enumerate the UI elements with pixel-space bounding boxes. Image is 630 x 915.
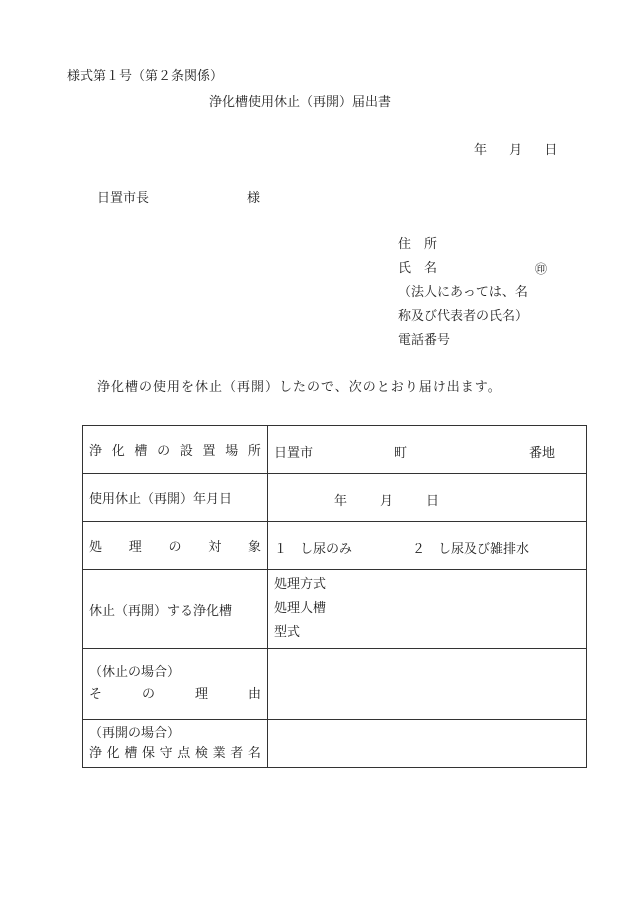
location-lot: 番地 [529,445,556,461]
corporate-note-2: 称及び代表者の氏名） [398,309,529,324]
date-day: 日 [544,143,558,158]
label-char: 名 [247,745,261,761]
row-location [83,426,587,474]
suspend-month: 月 [380,493,394,509]
label-char: 者 [230,745,244,761]
notification-table [82,425,587,768]
tank-capacity: 処理人槽 [274,601,327,616]
tank-method: 処理方式 [274,577,327,592]
row-suspend-date [83,474,587,522]
label-char: 槽 [124,745,138,761]
label-char: 保 [141,745,155,761]
label-char: 象 [247,540,261,555]
form-number: 様式第１号（第２条関係） [67,69,224,84]
label-char: 化 [111,444,125,459]
suspend-year: 年 [334,493,348,509]
tank-model: 型式 [274,625,301,640]
applicant-name [398,261,558,285]
row-reason [83,649,587,720]
target-option-2: ２ し尿及び雑排水 [412,541,530,557]
label-char: 所 [247,444,261,459]
label-char: の [157,444,171,459]
suspend-date-label: 使用休止（再開）年月日 [83,474,268,522]
inspector-value[interactable] [268,720,587,768]
label-char: 対 [208,540,222,555]
label-char: 検 [194,745,208,761]
label-char: そ [89,687,103,702]
location-city: 日置市 [274,445,314,461]
inspector-label-bottom [89,744,261,764]
row-inspector [83,720,587,768]
applicant-block [398,237,558,357]
addressee-honorific: 様 [247,191,261,206]
tank-value[interactable] [268,570,587,649]
date-year: 年 [474,143,488,158]
name-label: 氏 名 [398,261,438,276]
reason-label-top: （休止の場合） [89,665,181,680]
target-label-text [89,536,261,555]
label-char: の [168,540,182,555]
target-label [83,522,268,570]
row-target [83,522,587,570]
seal-icon: ㊞ [535,262,548,276]
date-month: 月 [509,143,523,158]
label-char: 処 [89,540,103,555]
location-label [83,426,268,474]
label-char: 浄 [89,745,103,761]
statement-text: 浄化槽の使用を休止（再開）したので、次のとおり届け出ます。 [97,380,502,395]
reason-label [83,649,268,720]
suspend-date-value[interactable] [268,474,587,522]
target-value[interactable] [268,522,587,570]
label-char: 槽 [134,444,148,459]
label-char: 置 [202,444,216,459]
inspector-label-top: （再開の場合） [89,725,181,741]
label-char: 点 [177,745,191,761]
inspector-label [83,720,268,768]
addressee-name: 日置市長 [97,191,150,206]
target-option-1: １ し尿のみ [274,541,353,557]
label-char: 由 [247,687,261,702]
label-char: 理 [194,687,208,702]
label-char: の [141,687,155,702]
location-label-text [89,440,261,459]
label-char: 化 [106,745,120,761]
reason-label-bottom [89,684,261,706]
tank-label: 休止（再開）する浄化槽 [83,570,268,649]
label-char: 設 [179,444,193,459]
label-char: 場 [225,444,239,459]
label-char: 理 [128,540,142,555]
addressee [97,191,261,207]
location-value[interactable] [268,426,587,474]
phone-label: 電話番号 [398,333,451,348]
corporate-note-1: （法人にあっては、名 [398,285,528,300]
suspend-day: 日 [426,493,440,509]
location-town: 町 [394,445,408,461]
document-title: 浄化槽使用休止（再開）届出書 [209,95,392,110]
reason-value[interactable] [268,649,587,720]
address-label: 住 所 [398,237,438,252]
applicant-address [398,237,558,261]
submission-date [474,143,557,159]
label-char: 守 [159,745,173,761]
label-char: 浄 [89,444,103,459]
label-char: 業 [212,745,226,761]
row-tank [83,570,587,649]
